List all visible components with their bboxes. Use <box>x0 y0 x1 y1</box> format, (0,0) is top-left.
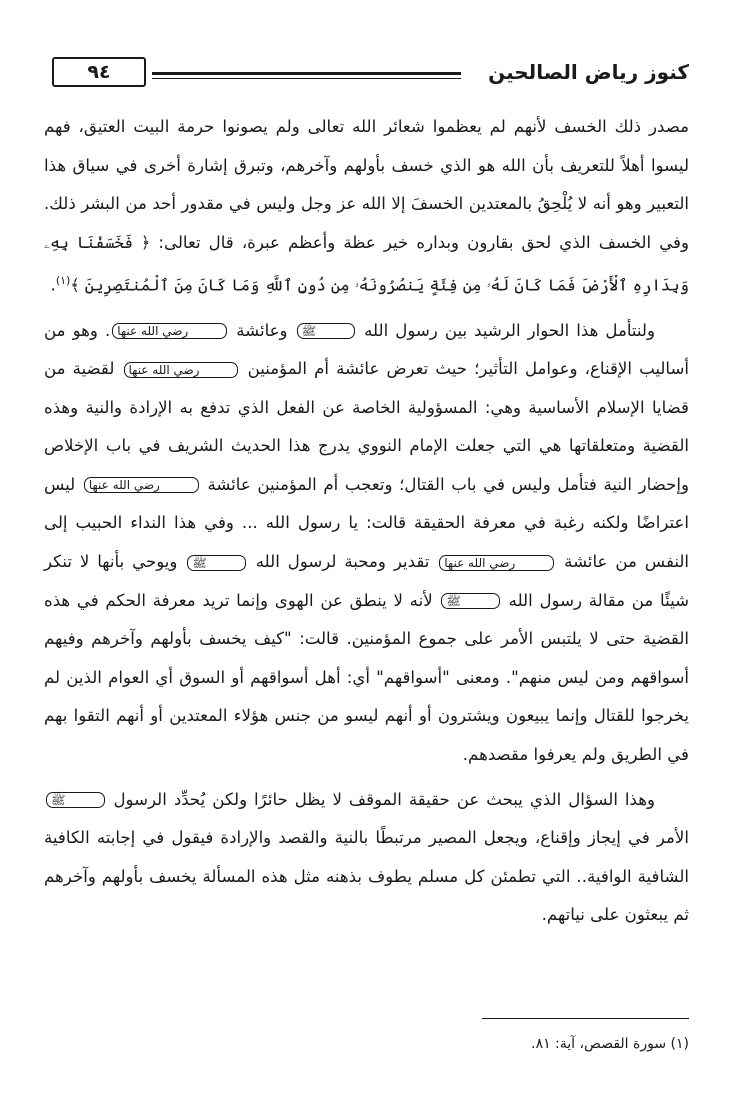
paragraph-1: مصدر ذلك الخسف لأنهم لم يعظموا شعائر الله تعالى ولم يصونوا حرمة البيت العتيق، فهم ليسوا أهلاً للتعريف بأن الله هو الذي خسف بأولهم وآخرهم، وتبرق إشارة أخرى في سياق هذا التعبير وهو أنه لا يُلْحِقُ بالمعتدين الخسفَ إلا الله عز وجل وليس في مقدور أحد من البشر ذلك. وفي الخسف الذي لحق بقارون وبداره خير عظة وأعظم عبرة، قال تعالى: ﴿ فَخَسَفْنَا بِهِۦ وَبِدَارِهِ ٱلْأَرْضَ فَمَا كَانَ لَهُۥ مِن فِئَةٍ يَنصُرُونَهُۥ مِن دُونِ ٱللَّهِ وَمَا كَانَ مِنَ ٱلْمُنتَصِرِينَ ﴾$^{(١)}$. <box>44 117 689 295</box>
aisha-honorific-icon: رضي الله عنها <box>84 477 199 493</box>
paragraph-2-text-c: . وهو من أساليب الإقناع، وعوامل التأثير؛ حيث تعرض عائشة أم المؤمنين <box>44 320 690 379</box>
page-number: ٩٤ <box>52 57 146 87</box>
header-rule-thin <box>152 78 461 79</box>
paragraph-2-text-f: تقدير ومحبة لرسول الله <box>255 552 430 572</box>
footnote: (١) سورة القصص، آية: ٨١. <box>531 1036 689 1052</box>
aisha-honorific-icon: رضي الله عنها <box>439 555 554 571</box>
quran-verse: ﴿ فَخَسَفْنَا بِهِۦ وَبِدَارِهِ ٱلْأَرْضَ فَمَا كَانَ لَهُۥ مِن فِئَةٍ يَنصُرُونَهُۥ مِن دُونِ ٱللَّهِ وَمَا كَانَ مِنَ ٱلْمُنتَصِرِينَ ﴾ <box>44 232 689 295</box>
paragraph-2 <box>44 312 689 775</box>
paragraph-2-text-g: ويوحي بأنها لا تنكر شيئًا من مقالة رسول الله <box>44 552 690 610</box>
footnote-ref: (١) <box>55 274 71 288</box>
prophet-honorific-icon: ﷺ <box>187 555 246 571</box>
aisha-honorific-icon: رضي الله عنها <box>112 323 227 339</box>
footnote-divider <box>482 1018 689 1019</box>
paragraph-2-text-h: لأنه لا ينطق عن الهوى وإنما تريد معرفة الحكم في هذه القضية حتى لا يلتبس الأمر على جموع المؤمنين. قالت: "كيف يخسف بأولهم وآخرهم وفيهم أسواقهم ومن ليس منهم". ومعنى "أسواقهم" أي: أهل أسواقهم أو السوق أي العوام الذين لم يخرجوا للقتال وإنما يبيعون ويشترون أو أنهم ليسو من جنس هؤلاء المعتدين أو أنهم التقوا بهم في الطريق ولم يعرفوا مقصدهم. <box>44 590 689 765</box>
page-body <box>44 108 689 941</box>
aisha-honorific-icon: رضي الله عنها <box>124 362 239 378</box>
paragraph-3-text-b: الأمر في إيجاز وإقناع، ويجعل المصير مرتبطًا بالنية والقصد والإرادة فيقول في إجابته الكافية الشافية الوافية.. التي تطمئن كل مسلم يطوف بذهنه مثل هذه المسألة يخسف بأولهم وآخرهم ثم يبعثون على نياتهم. <box>44 828 689 925</box>
book-title: كنوز رياض الصالحين <box>488 60 689 84</box>
paragraph-2-text-a: ولنتأمل هذا الحوار الرشيد بين رسول الله <box>364 320 655 340</box>
paragraph-2-text-e: ليس اعتراضًا ولكنه رغبة في معرفة الحقيقة قالت: يا رسول الله ... وفي هذا النداء الحبيب إلى النفس من عائشة <box>44 474 690 572</box>
prophet-honorific-icon: ﷺ <box>441 593 500 609</box>
header-rule-thick <box>152 72 461 75</box>
paragraph-1-text: مصدر ذلك الخسف لأنهم لم يعظموا شعائر الله تعالى ولم يصونوا حرمة البيت العتيق، فهم ليسوا أهلاً للتعريف بأن الله هو الذي خسف بأولهم وآخرهم، وتبرق إشارة أخرى في سياق هذا التعبير وهو أنه لا يُلْحِقُ بالمعتدين الخسفَ إلا الله عز وجل وليس في مقدور أحد من البشر ذلك. وفي الخسف الذي لحق بقارون وبداره خير عظة وأعظم عبرة، قال تعالى: <box>44 117 689 252</box>
paragraph-3-text-a: وهذا السؤال الذي يبحث عن حقيقة الموقف لا يظل حائرًا ولكن يُحدِّد الرسول <box>113 789 655 809</box>
page-header <box>44 55 689 95</box>
paragraph-2-text-b: وعائشة <box>236 320 288 340</box>
paragraph-3 <box>44 781 689 935</box>
prophet-honorific-icon: ﷺ <box>297 323 356 339</box>
prophet-honorific-icon: ﷺ <box>46 792 105 808</box>
paragraph-2-text-d: لقضية من قضايا الإسلام الأساسية وهي: المسؤولية الخاصة عن الفعل الذي تدفع به الإرادة والنية وهذه القضية ومتعلقاتها هي التي جعلت الإمام النووي يدرج هذا الحديث الشريف في باب الإخلاص وإحضار النية فتأمل وليس في باب القتال؛ وتعجب أم المؤمنين عائشة <box>44 359 689 494</box>
